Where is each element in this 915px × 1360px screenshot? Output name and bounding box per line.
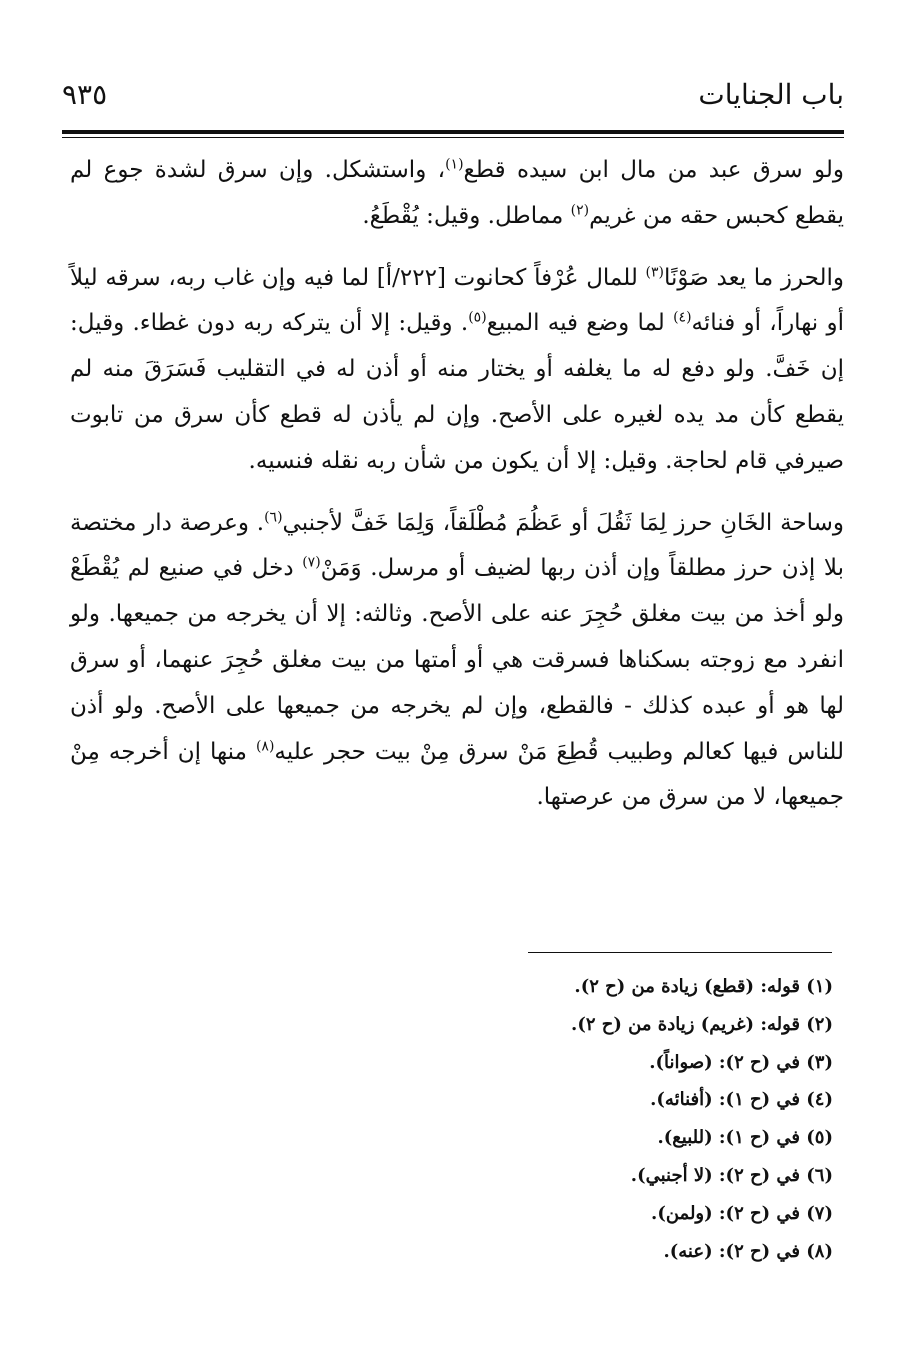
footnote-marker: (٦)	[264, 508, 283, 525]
page-number: ٩٣٥	[62, 78, 108, 111]
text-run: ولو سرق عبد من مال ابن سيده قطع	[463, 157, 844, 183]
text-run: ، واستشكل. وإن سرق لشدة جوع لم يقطع كحبس حقه من غريم	[70, 157, 844, 229]
footnote: (١) قوله: (قطع) زيادة من (ح ٢).	[574, 976, 833, 997]
footnote: (٦) في (ح ٢): (لا أجنبي).	[630, 1164, 833, 1186]
footnote: (٧) في (ح ٢): (ولمن).	[651, 1202, 833, 1224]
footnote: (٥) في (ح ١): (للبيع).	[657, 1127, 833, 1149]
footnote: (٨) في (ح ٢): (عنه).	[663, 1240, 833, 1262]
footnote-marker: (٥)	[468, 309, 487, 326]
text-run: دخل في صنيع لم يُقْطَعْ ولو أخذ من بيت مغلق حُجِرَ عنه على الأصح. وثالثه: إلا أن يخرجه من جميعها. ولو انفرد مع زوجته بسكناها فسرقت هي أو أمتها من بيت مغلق حُجِرَ عنهما، أو سرق لها هو أو عبده كذلك - فالقطع، وإن لم يخرجه من جميعها على الأصح. ولو أذن للناس فيها كعالم وطبيب قُطِعَ مَنْ سرق مِنْ بيت حجر عليه	[70, 555, 845, 765]
text-run: لما وضع فيه المبيع	[486, 310, 674, 337]
paragraph	[70, 501, 844, 822]
footnote: (٣) في (ح ٢): (صواناً).	[649, 1051, 833, 1073]
chapter-title: باب الجنايات	[698, 78, 844, 111]
paragraph	[70, 148, 844, 240]
footnote-marker: (٨)	[255, 737, 275, 754]
footnote-divider	[528, 952, 832, 953]
footnote-marker: (٧)	[302, 554, 321, 571]
footnotes-list	[313, 968, 833, 1270]
text-run: والحرز ما يعد صَوْنًا	[664, 264, 844, 291]
footnote-marker: (٤)	[673, 309, 692, 326]
text-run: . وعرصة دار مختصة بلا إذن حرز مطلقاً وإن أذن ربها لضيف أو مرسل. وَمَنْ	[70, 509, 844, 582]
footnote-marker: (٣)	[645, 263, 665, 280]
footnote: (٤) في (ح ١): (أفنائه).	[650, 1089, 833, 1111]
text-run: . وقيل: إلا أن يتركه ربه دون غطاء. وقيل: إن خَفَّ. ولو دفع له ما يغلفه أو يختار منه أو أذن له في التقليب فَسَرَقَ منه لم يقطع كأن مد يده لغيره على الأصح. وإن لم يأذن له قطع كأن سرق من تابوت صيرفي قام لحاجة. وقيل: إلا أن يكون من شأن ربه نقله فنسيه.	[70, 310, 844, 474]
text-run: منها إن أخرجه مِنْ جميعها، لا من سرق من عرصتها.	[70, 738, 844, 811]
text-run: وساحة الخَانِ حرز لِمَا ثَقُلَ أو عَظُمَ مُطْلَقاً، وَلِمَا خَفَّ لأجنبي	[282, 509, 844, 536]
header-rule-thick	[62, 130, 844, 134]
footnote-marker: (٢)	[570, 202, 590, 219]
main-text	[70, 148, 844, 821]
paragraph	[70, 256, 844, 485]
text-run: مماطل. وقيل: يُقْطَعُ.	[362, 202, 571, 229]
footnote-marker: (١)	[445, 156, 464, 173]
header-rule-thin	[62, 137, 844, 138]
footnote: (٢) قوله: (غريم) زيادة من (ح ٢).	[571, 1013, 833, 1035]
text-run: للمال عُرْفاً كحانوت [٢٢٢/أ] لما فيه وإن غاب ربه، سرقه ليلاً أو نهاراً، أو فنائه	[70, 264, 844, 337]
page-header	[62, 78, 844, 118]
